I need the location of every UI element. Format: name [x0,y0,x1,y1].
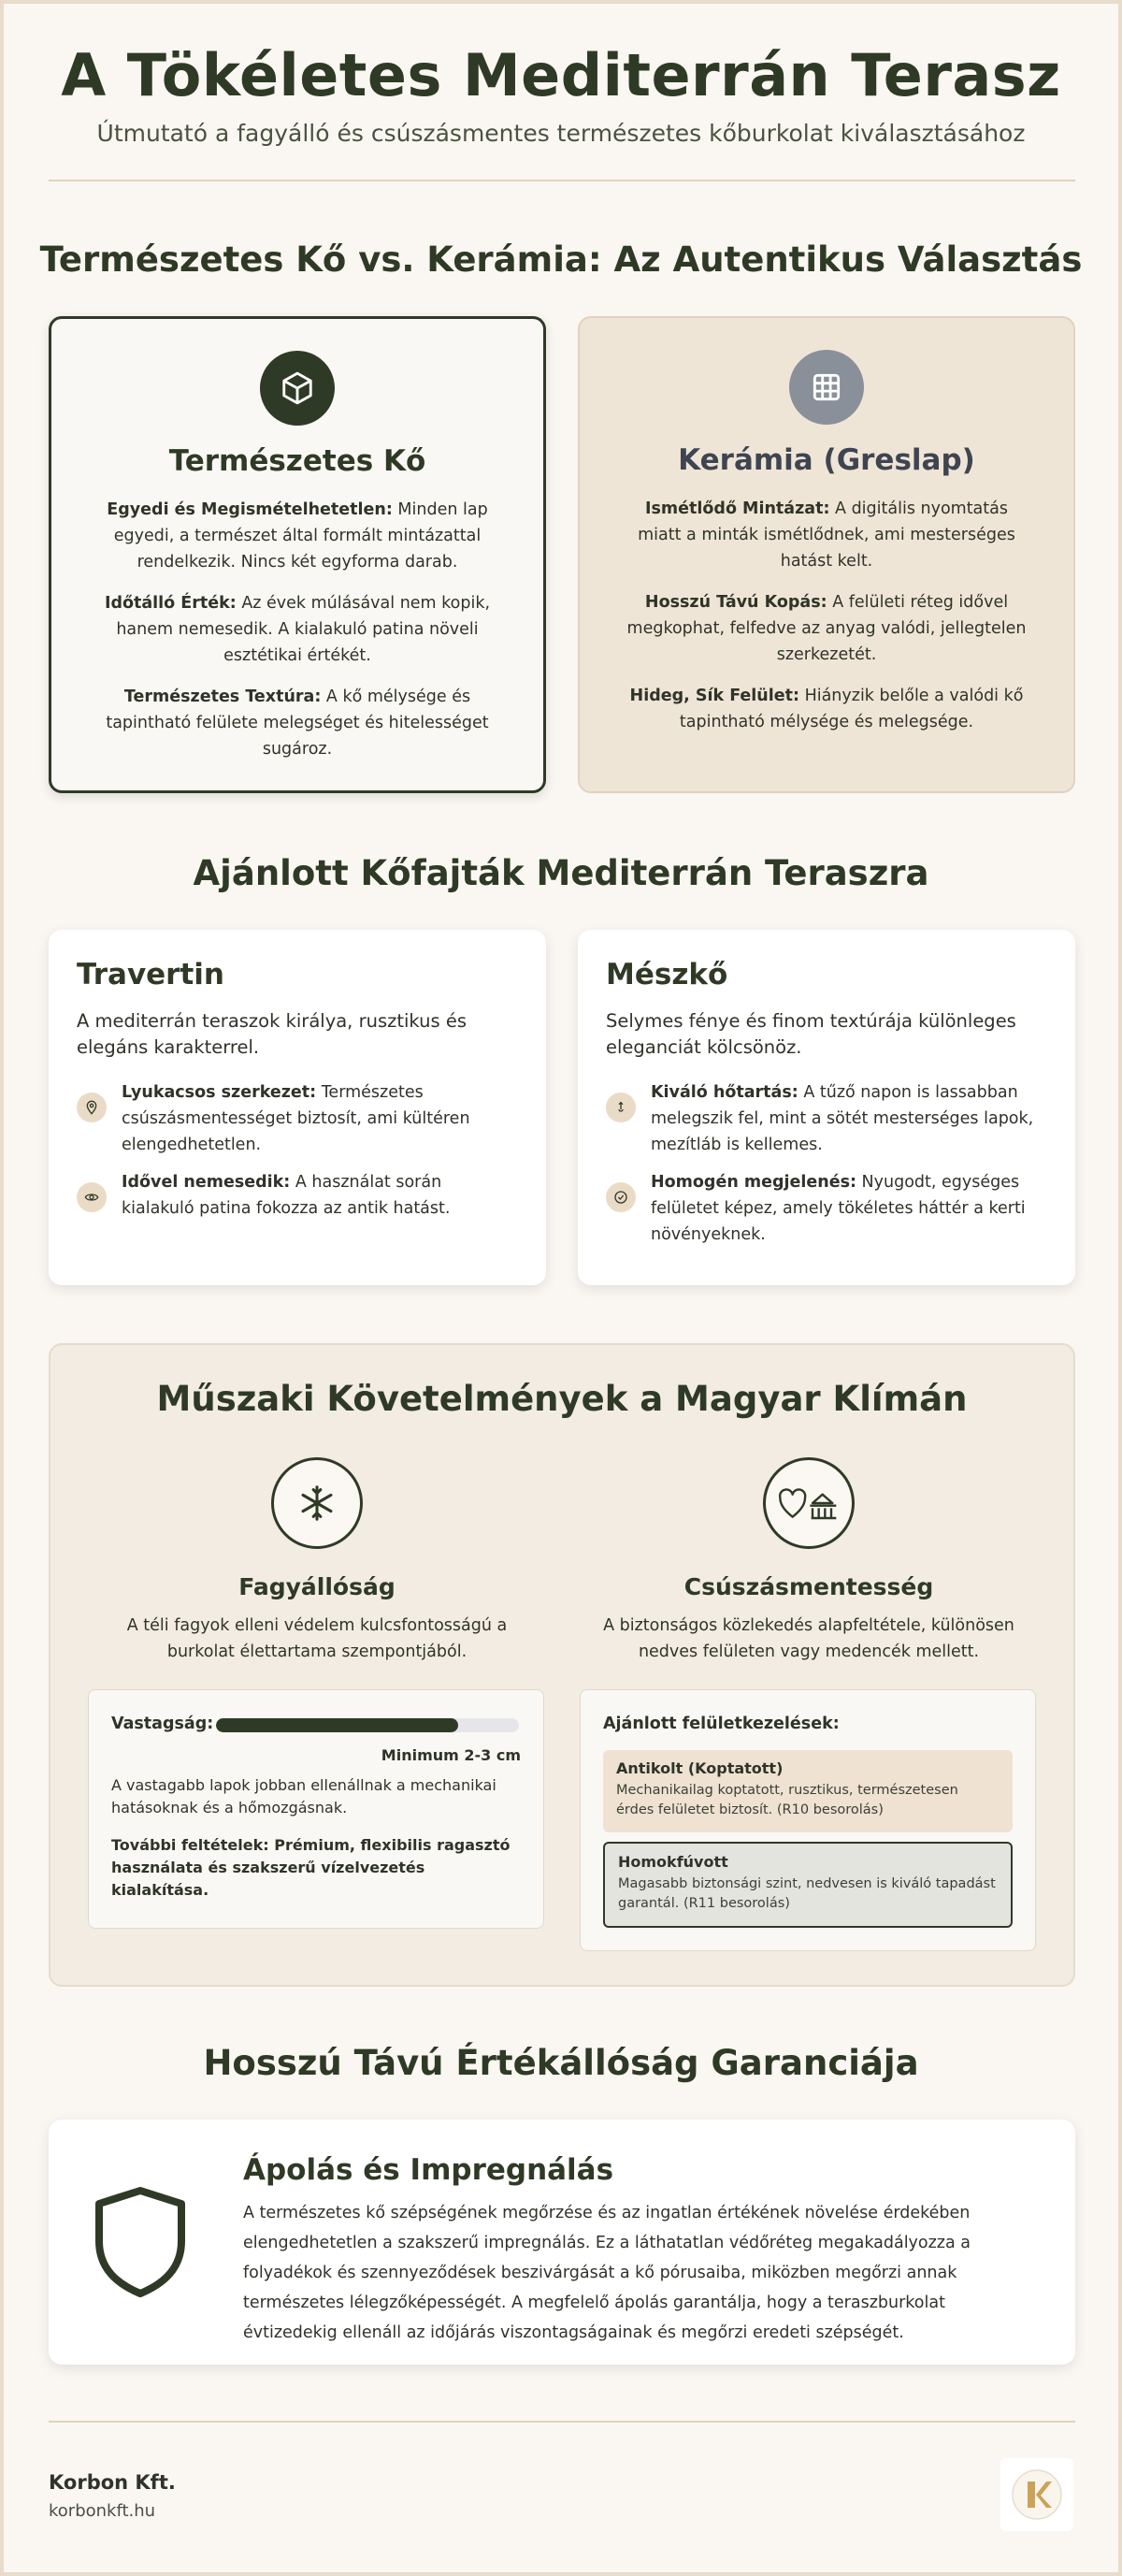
thickness-bar [216,1718,519,1732]
feature-text: Lyukacsos szerkezet: Természetes csúszásmentességet biztosít, ami kültéren elengedhetetlen. [122,1083,470,1154]
finishes-label: Ajánlott felületkezelések: [603,1715,840,1733]
stone-card [49,316,546,793]
feature-text: Homogén megjelenés: Nyugodt, egységes felületet képez, amely tökéletes háttér a kerti növényeknek. [651,1173,1026,1244]
feature-item [77,1079,518,1158]
frost-desc: A téli fagyok elleni védelem kulcsfontosságú a burkolat élettartama szempontjából. [126,1616,508,1661]
feature-item [606,1079,1047,1158]
feature-text: Kiváló hőtartás: A tűző napon is lassabban melegszik fel, mint a sötét mesterséges lapok, mezítláb is kellemes. [651,1083,1034,1154]
finish-text: Mechanikailag koptatott, rusztikus, természetesen érdes felületet biztosít. (R10 besorolás) [616,1783,958,1817]
finish-option [603,1842,1013,1928]
shield-icon [92,2185,189,2303]
page-title: A Tökéletes Mediterrán Terasz [61,41,1061,109]
cube-icon [260,351,335,426]
frost-title: Fagyállóság [238,1573,396,1600]
stone-point: Egyedi és Megismételhetetlen: Minden lap egyedi, a természet által formált mintázattal rendelkezik. Nincs két egyforma darab. [107,500,488,572]
ceramic-point: Hosszú Távú Kopás: A felületi réteg idővel megkophat, felfedve az anyag valódi, jellegtelen szerkezetét. [626,593,1027,664]
travertin-title: Travertin [77,958,224,991]
meszko-card [578,930,1075,1285]
travertin-card [49,930,546,1285]
stone-card-title: Természetes Kő [168,444,426,478]
slip-desc: A biztonságos közlekedés alapfeltétele, különösen nedves felületen vagy medencék mellett. [603,1616,1014,1661]
care-card [49,2120,1075,2365]
ceramic-point: Hideg, Sík Felület: Hiányzik belőle a valódi kő tapintható mélysége és melegsége. [629,687,1024,731]
meszko-title: Mészkő [606,958,728,991]
ceramic-points [626,496,1027,750]
heart-pool-icon [763,1457,855,1549]
meszko-desc: Selymes fénye és finom textúrája különleges eleganciát kölcsönöz. [606,1010,1016,1058]
technical-section [49,1343,1075,1987]
ceramic-point: Ismétlődő Mintázat: A digitális nyomtatás miatt a minták ismétlődnek, ami mesterséges hatást kelt. [638,499,1015,571]
travertin-desc: A mediterrán teraszok királya, rusztikus és elegáns karakterrel. [77,1010,467,1058]
comparison-title: Természetes Kő vs. Kerámia: Az Autentikus Választás [39,239,1083,280]
thickness-note: A vastagabb lapok jobban ellenállnak a mechanikai hatásoknak és a hőmozgásnak. [111,1776,496,1816]
finish-title: Antikolt (Koptatott) [616,1759,784,1777]
care-title: Ápolás és Impregnálás [243,2153,614,2187]
snowflake-icon [271,1457,363,1549]
feature-item [606,1169,1047,1248]
thickness-panel [88,1689,544,1929]
stone-types-title: Ajánlott Kőfajták Mediterrán Teraszra [193,853,929,893]
finish-text: Magasabb biztonsági szint, nedvesen is kiváló tapadást garantál. (R11 besorolás) [618,1876,996,1911]
eye-icon [77,1182,107,1212]
footer-url[interactable]: korbonkft.hu [49,2501,156,2521]
thermometer-icon [606,1093,636,1122]
ceramic-card [578,316,1075,793]
thickness-label: Vastagság: [111,1715,214,1733]
extra-conditions: További feltételek: Prémium, flexibilis ragasztó használata és szakszerű vízelvezetés kialakítása. [111,1836,511,1899]
footer-divider [49,2421,1075,2423]
thickness-bar-fill [216,1718,458,1732]
technical-title: Műszaki Követelmények a Magyar Klímán [156,1379,968,1419]
stone-point: Időtálló Érték: Az évek múlásával nem kopik, hanem nemesedik. A kialakuló patina növeli esztétikai értékét. [104,594,491,665]
stone-point: Természetes Textúra: A kő mélysége és tapintható felülete melegséget és hitelességet sugároz. [106,687,489,759]
korbon-logo-icon [1000,2458,1073,2531]
value-title: Hosszú Távú Értékállóság Garanciája [203,2043,919,2083]
care-text: A természetes kő szépségének megőrzése és az ingatlan értékének növelése érdekében elengedhetetlen a szakszerű impregnálás. Ez a láthatatlan védőréteg megakadályozza a folyadékok és szennyeződések beszivárgását a kő pórusaiba, miközben megőrzi annak természetes lélegzőképességét. A megfelelő ápolás garantálja, hogy a teraszburkolat évtizedekig ellenáll az időjárás viszontagságainak és megőrzi eredeti szépségét. [243,2204,971,2342]
page-subtitle: Útmutató a fagyálló és csúszásmentes természetes kőburkolat kiválasztásához [96,120,1026,147]
slip-title: Csúszásmentesség [683,1573,934,1600]
grid-icon [789,350,864,425]
feature-item [77,1169,518,1222]
thickness-minimum: Minimum 2-3 cm [381,1746,521,1764]
footer-company: Korbon Kft. [49,2471,176,2494]
finish-title: Homokfúvott [618,1853,728,1871]
page [4,4,1118,2572]
location-pin-icon [77,1093,107,1122]
ceramic-card-title: Kerámia (Greslap) [678,443,975,477]
finish-option [603,1750,1013,1832]
finishes-panel [580,1689,1036,1951]
check-circle-icon [606,1182,636,1212]
feature-text: Idővel nemesedik: A használat során kialakuló patina fokozza az antik hatást. [122,1173,451,1218]
stone-points [98,497,496,777]
header-divider [49,180,1075,181]
